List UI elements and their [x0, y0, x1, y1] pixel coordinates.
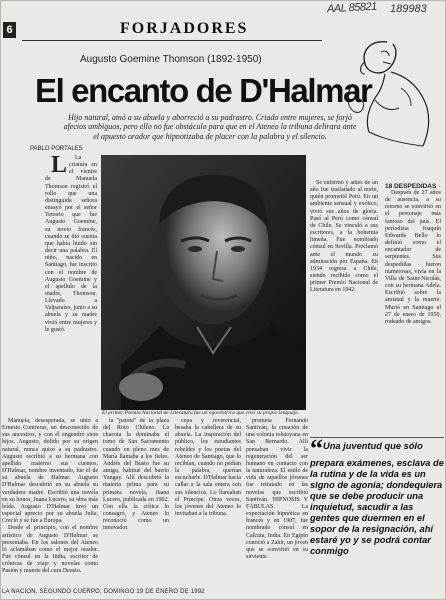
archive-stamp-left: AAL 85821: [326, 0, 378, 16]
column-6-subhead: 18 DESPEDIDAS: [385, 183, 437, 190]
portrait-photo-image: [101, 155, 306, 410]
article-column-1b: [2, 418, 98, 588]
quote-rule: [310, 437, 444, 438]
article-column-4: [246, 418, 308, 588]
article-column-6: [385, 180, 441, 432]
article-column-3: [175, 418, 241, 588]
page-number: 6: [3, 22, 16, 38]
column-5-text: Se enfermó y antes de un año fue trasladado al norte, quién prometió Perú. En un ambiente sensual y exótico, vivió sus años de gloria. Pasó al Perú como cónsul de Chile. Se vinculó a sus escritores, a la bohemia limeña. Fue nombrado cónsul en Sevilla. Proclamó ante el mundo su admiración por España. En 1934 regresa a Chile, siendo recibido como el primer Premio Nacional de Literatura en 1942.: [310, 180, 378, 294]
column-1-text: La criatura en el vientre de Manuela Thomson registró el rollo que una distinguida señora ensayó por el señor Tenorio que fue Augusto Goemine, su novio francés, cuando se dio cuenta que había huido sin decir una palabra. El niño, nacido en Santiago, fue inscrito con el nombre de Augusto Goemine y el apellido de la madre, Thomson. Llevado a Valparaíso, junto a su abuela y su madre vivió entre mujeres y le gustó.: [45, 155, 97, 333]
header-rule: [22, 40, 322, 41]
pull-quote: [310, 434, 444, 590]
archive-stamp-right: 189983: [390, 3, 427, 15]
article-column-5: [310, 180, 378, 425]
column-4-text: prometa Fernando Santiván, la creación de una colonia tolstoyana en San Bernardo. Allí pensaban vivir la regeneración del ser humano en contacto con la naturaleza. El estilo de vida de aquellos jóvenes fue retratado en las novelas que escribió Santiván. HIPNOSIS Y FÁBULAS. La expectación hipnótica en francés y en 1907, fue nombrado cónsul en Calcuta, India. En Egipto conoció a Zahir, un joven que se convirtió en su sirviente.: [246, 418, 308, 560]
quote-mark-icon: “: [310, 434, 323, 463]
drop-cap: L: [51, 155, 68, 178]
article-column-1: [45, 155, 97, 415]
article-byline: Augusto Goemine Thomson (1892-1950): [80, 54, 262, 65]
author-credit: PABLO PORTALES: [30, 146, 83, 152]
article-lead: Hijo natural, amó a su abuela y aborreció a su padrastro. Criado entre mujeres, se forjó afectos ambiguos, pero ello no fue obstáculo para que en el Ateneo la tribuna delirara ante el apuesto orador que hipnotizaba de placer con la palabra y el silencio.: [63, 113, 357, 141]
column-2-text: la "patota" de la plaza del Roto Chileno. La chacota la dominaba el tomo de San Sacramento cuando en pleno mes de María llamaba a los fieles. Andrés del Busto fue su amigo, habitué del barrio Yungay. Allí descubrió la materia prima para su primera novela, Juana Lucero, publicada en 1902. Con ella la crítica lo consagró, y Ateneo lo reconoció como un innovador.: [103, 418, 169, 532]
section-title: FORJADORES: [120, 20, 249, 37]
column-3-text: cepa y reverencial, besaba la cabellera de su abuela. La inspiración del público, los estudiantes rebeldes y los poetas del Ateneo de Santiago, que lo recibían, cuando no pedían la palabra, querían escucharle. D'Halmar hacía callar a la sala entera con sus silencios. Lo llamaban el Príncipe. Otras veces, los jóvenes del Ateneo lo invitaban a la tribuna.: [175, 418, 241, 518]
pull-quote-text: Una juventud que sólo prepara exámenes, esclava de la rutina y de la vida es un signo de agonía; dondequiera que se debe producir una inquietud, sacudir a las gentes que duermen en el sopor de la resignación, ahí estaré yo y se podrá contar conmigo: [310, 441, 444, 556]
column-1a-text: Manuela, desesperada, se unió a Ernesto Contreras, un desconocido de sus ancestros, y con él engendró siete hijos. Augusto, dolido por su origen natural, nunca quiso a su padrastro. Augusto escribió a su hermana con apellido materno sus cuentos. D'Halmar, nombre inventado, fue el de su abuela de Halmar. Augusto D'Halmar descubrió en su abuela su verdadera madre. Escribió una novela en su honor, Juana Lucero, su obra más leída. Augusto D'Halmar tuvo un especial aprecio por su abuela Julia. Creció y se fue a Europa.: [2, 418, 98, 525]
column-6-text: Después de 27 años de ausencia, a su retorno se convirtió en el personaje más famoso del país. El periodista Joaquín Edwards Bello lo definió como el encantador de serpientes. Sus despedidas fueron numerosas, vivía en la Villa de Saint-Nicolás, con su hermana Adela. Escribió sobre la amistad y la muerte. Murió en Santiago el 27 de enero de 1950, rodeado de amigos.: [385, 190, 441, 325]
photo-caption: El primer Premio Nacional de Literatura fue un egocéntrico que creó su propio lenguaje.: [102, 410, 300, 416]
article-headline: El encanto de D'Halmar: [35, 72, 372, 109]
author-photo: [101, 155, 306, 410]
article-column-2: [103, 418, 169, 588]
column-1b-text: Desde el principio, con el nombre artístico de Augusto D'Halmar se presentaba. En los salones del Ateneo lo aclamaban como el mejor orador. Fue cónsul en la India, escritor de crónicas de viaje y novelas como Pasión y muerte del cura Deusto.: [2, 525, 98, 575]
page-footer: LA NACION, SEGUNDO CUERPO, DOMINGO 19 DE ENERO DE 1992: [2, 589, 205, 595]
